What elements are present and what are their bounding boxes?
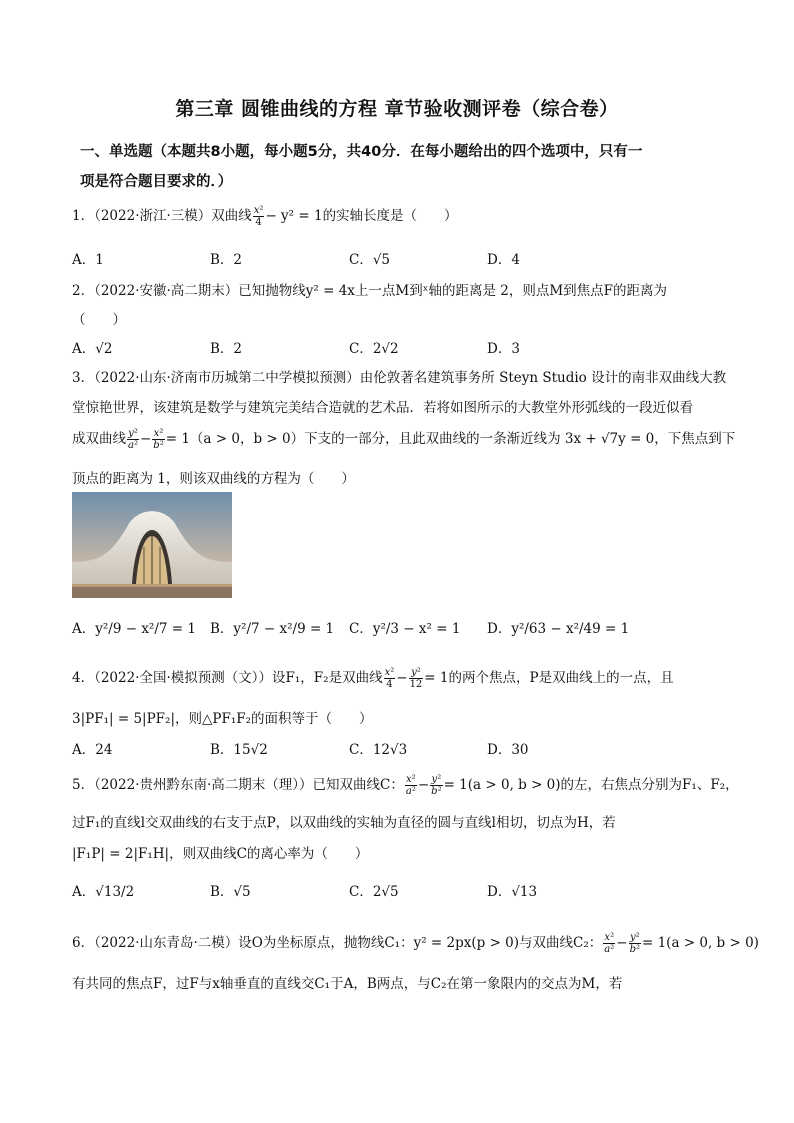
q2-option-a[interactable]: A．√2	[72, 341, 113, 357]
fraction-x2-over-4: $\frac{\text{x²}}{4}$	[384, 667, 395, 690]
q4-option-d[interactable]: D．30	[487, 742, 529, 758]
question-4-line-2: 3|PF₁| = 5|PF₂|，则△PF₁F₂的面积等于（ ）	[72, 711, 373, 727]
question-6-line-1-suffix: = 1(a > 0, b > 0)	[641, 935, 759, 951]
q3-option-b[interactable]: B．y²/7 − x²/9 = 1	[210, 621, 335, 637]
fraction-y2-over-a2: $\frac{\text{y²}}{\text{a²}}$	[128, 428, 138, 451]
question-3-line-2: 堂惊艳世界，该建筑是数学与建筑完美结合造就的艺术品．若将如图所示的大教堂外形弧线的一段近似看	[72, 400, 693, 416]
cathedral-photo	[72, 492, 232, 598]
question-1-suffix: 的实轴长度是（ ）	[322, 208, 458, 224]
cathedral-illustration	[72, 492, 232, 598]
question-6-line-1: 6．（2022·山东青岛·二模）设O为坐标原点，抛物线C₁：y² = 2px(p > 0)与双曲线C₂： $\frac{\text{x²}}{\text{a²}}$ − $\frac{\text{y²}}{\text{b²}}$ = 1(a > 0, b > 0)	[72, 932, 759, 955]
section-heading	[80, 137, 740, 197]
question-1-prefix: 1．（2022·浙江·三模）双曲线	[72, 208, 252, 224]
fraction-x2-over-b2: $\frac{\text{x²}}{\text{b²}}$	[153, 428, 164, 451]
fraction-y2-over-12: $\frac{\text{y²}}{12}$	[409, 667, 423, 690]
question-5-line-1-prefix: 5．（2022·贵州黔东南·高二期末（理））已知双曲线C：	[72, 777, 404, 793]
q4-option-b[interactable]: B．15√2	[210, 742, 268, 758]
fraction-y2-over-b2: $\frac{\text{y²}}{\text{b²}}$	[629, 932, 640, 955]
q4-option-c[interactable]: C．12√3	[349, 742, 408, 758]
question-5-line-1: 5．（2022·贵州黔东南·高二期末（理））已知双曲线C： $\frac{\text{x²}}{\text{a²}}$ − $\frac{\text{y²}}{\text{b²}}$ = 1(a > 0, b > 0)的左，右焦点分别为F₁、F₂，	[72, 774, 739, 797]
question-2-options	[72, 337, 732, 365]
question-6-line-1-prefix: 6．（2022·山东青岛·二模）设O为坐标原点，抛物线C₁：y² = 2px(p > 0)与双曲线C₂：	[72, 935, 603, 951]
q1-option-d[interactable]: D．4	[487, 252, 520, 268]
q3-option-a[interactable]: A．y²/9 − x²/7 = 1	[72, 621, 196, 637]
question-2-line-2: （ ）	[72, 312, 126, 328]
q2-option-b[interactable]: B．2	[210, 341, 243, 357]
section-heading-line-2: 项是符合题目要求的．）	[80, 174, 233, 190]
question-5-line-1-suffix: = 1(a > 0, b > 0)的左，右焦点分别为F₁、F₂，	[443, 777, 739, 793]
q2-option-d[interactable]: D．3	[487, 341, 520, 357]
question-3-line-1: 3．（2022·山东·济南市历城第二中学模拟预测）由伦敦著名建筑事务所 Steyn Studio 设计的南非双曲线大教	[72, 370, 727, 386]
q1-option-a[interactable]: A．1	[72, 252, 104, 268]
question-2-line-1: 2．（2022·安徽·高二期末）已知抛物线y² = 4x上一点M到ˣ轴的距离是 2，则点M到焦点F的距离为	[72, 283, 668, 299]
question-1-eq-tail: − y² = 1	[265, 208, 323, 224]
q1-option-c[interactable]: C．√5	[349, 252, 391, 268]
fraction-x2-over-a2: $\frac{\text{x²}}{\text{a²}}$	[405, 774, 416, 797]
question-6-line-2: 有共同的焦点F，过F与x轴垂直的直线交C₁于A，B两点，与C₂在第一象限内的交点为M，若	[72, 976, 623, 992]
q1-option-b[interactable]: B．2	[210, 252, 243, 268]
fraction-x2-over-4: $\frac{\text{x²}}{4}$	[253, 205, 264, 228]
question-3-line-3: 成双曲线 $\frac{\text{y²}}{\text{a²}}$ − $\frac{\text{x²}}{\text{b²}}$ = 1（a > 0，b > 0）下支的一部分，且此双曲线的一条渐近线为 3x + √7y = 0，下焦点到下	[72, 428, 736, 451]
section-heading-line-1: 一、单选题（本题共8小题，每小题5分，共40分．在每小题给出的四个选项中，只有一	[80, 144, 643, 160]
question-3-options	[72, 617, 732, 645]
fraction-y2-over-b2: $\frac{\text{y²}}{\text{b²}}$	[431, 774, 442, 797]
question-5-line-2: 过F₁的直线l交双曲线的右支于点P，以双曲线的实轴为直径的圆与直线l相切，切点为H，若	[72, 815, 616, 831]
q2-option-c[interactable]: C．2√2	[349, 341, 399, 357]
question-5-options	[72, 880, 732, 908]
question-1-options	[72, 248, 732, 276]
q4-option-a[interactable]: A．24	[72, 742, 113, 758]
fraction-x2-over-a2: $\frac{\text{x²}}{\text{a²}}$	[604, 932, 615, 955]
question-3-line-3-prefix: 成双曲线	[72, 431, 126, 447]
page-title: 第三章 圆锥曲线的方程 章节验收测评卷（综合卷）	[175, 98, 619, 120]
q3-option-c[interactable]: C．y²/3 − x² = 1	[349, 621, 461, 637]
q5-option-d[interactable]: D．√13	[487, 884, 538, 900]
q5-option-c[interactable]: C．2√5	[349, 884, 399, 900]
question-4-line-1-prefix: 4．（2022·全国·模拟预测（文））设F₁，F₂是双曲线	[72, 670, 383, 686]
question-3-line-3-mid: = 1（a > 0，b > 0）下支的一部分，且此双曲线的一条渐近线为 3x + √7y = 0，下焦点到下	[165, 431, 736, 447]
question-4-options	[72, 738, 732, 766]
question-4-line-1-suffix: = 1的两个焦点，P是双曲线上的一点，且	[424, 670, 674, 686]
q3-option-d[interactable]: D．y²/63 − x²/49 = 1	[487, 621, 630, 637]
question-3-line-4: 顶点的距离为 1，则该双曲线的方程为（ ）	[72, 471, 355, 487]
q5-option-a[interactable]: A．√13/2	[72, 884, 135, 900]
question-4-line-1: 4．（2022·全国·模拟预测（文））设F₁，F₂是双曲线 $\frac{\text{x²}}{4}$ − $\frac{\text{y²}}{12}$ = 1的两个焦点，P是双曲线上的一点，且	[72, 667, 674, 690]
question-5-line-3: |F₁P| = 2|F₁H|，则双曲线C的离心率为（ ）	[72, 846, 369, 862]
q5-option-b[interactable]: B．√5	[210, 884, 251, 900]
question-1	[72, 204, 458, 228]
